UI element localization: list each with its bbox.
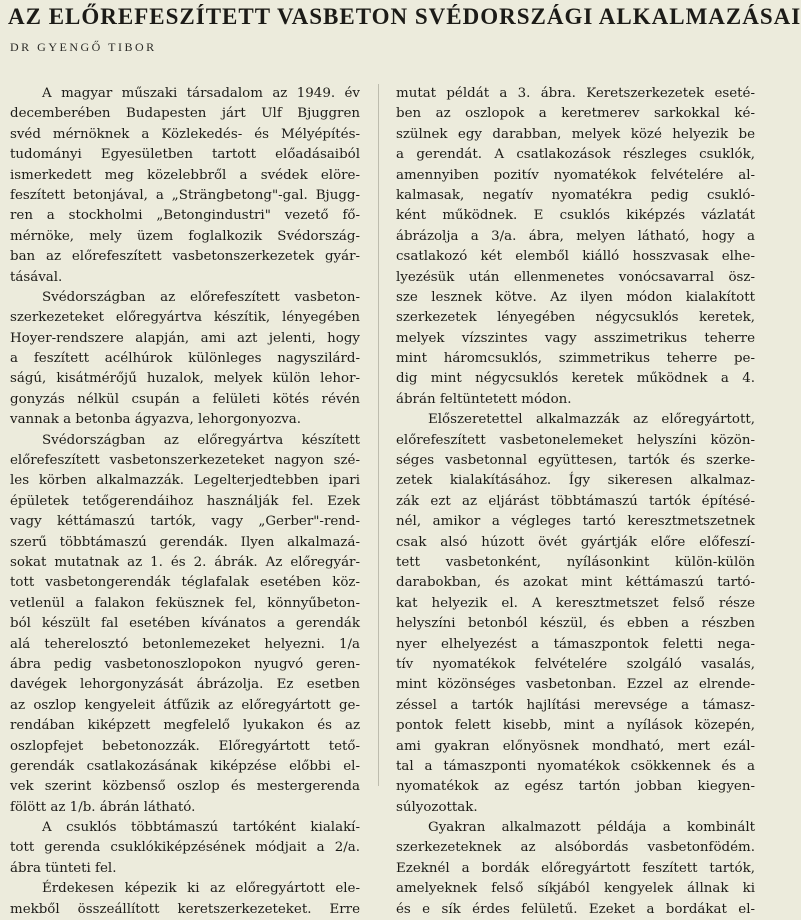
text-line: zéssel a tartók hajlítási merevsége a támasz- [396, 697, 755, 713]
text-line: szerkezeteket előregyártva készítik, lényegében [10, 310, 360, 326]
left-text-column [10, 84, 360, 917]
text-line: ábra tünteti fel. [10, 860, 117, 876]
text-line: súlyozottak. [396, 799, 478, 815]
text-line: ból készült fal esetében kívánatos a gerendák [10, 616, 360, 632]
text-line: előrefeszített vasbetonszerkezeteket nagyon szé- [10, 453, 360, 469]
text-line: előrefeszített vasbetonelemeket helyszíni közön- [396, 432, 755, 448]
text-line: gerendák csatlakozásának kiképzése előbbi el- [10, 758, 360, 774]
text-line: tett vasbetonként, nyílásonkint külön-külön [396, 554, 755, 570]
text-line: tott vasbetongerendák téglafalak esetében köz- [10, 575, 360, 591]
text-line: alá teherelosztó betonlemezeket helyezni. 1/a [10, 636, 360, 652]
text-line: mutat példát a 3. ábra. Keretszerkezetek eseté- [396, 86, 755, 101]
text-line: rendában kiképzett megfelelő lyukakon és az [10, 718, 360, 734]
text-line: nyomatékok az egész tartón jobban kiegyen- [396, 779, 755, 795]
text-line: a feszített acélhúrok különleges nagyszilárd- [10, 351, 360, 367]
text-line: melyek vízszintes vagy asszimetrikus teherre [396, 330, 755, 346]
text-line: gonyzás nélkül csupán a felületi kötés révén [10, 391, 360, 407]
author-byline: DR GYENGŐ TIBOR [10, 40, 157, 54]
text-line: szerkezeteknek az alsóbordás vasbetonfödém. [396, 840, 755, 856]
text-line: nyer elhelyezést a támaszpontok feletti nega- [396, 636, 755, 652]
text-line: amelyeknek felső síkjából kengyelek állnak ki [396, 881, 755, 897]
text-line: mérnöke, mely üzem foglalkozik Svédország- [10, 228, 360, 244]
text-line: épületek tetőgerendáihoz használják fel. Ezek [10, 493, 360, 509]
text-line: mint közönséges vasbetonban. Ezzel az elrende- [396, 677, 755, 693]
text-line: Gyakran alkalmazott példája a kombinált [428, 820, 755, 836]
text-line: feszített betonjával, a „Strängbetong"-gal. Bjugg- [10, 187, 360, 203]
text-line: ismerkedett meg közelebbről a svédek elöre- [10, 167, 360, 183]
text-line: ábra pedig vasbetonoszlopokon nyugvó geren- [10, 656, 360, 672]
text-line: tív nyomatékok felvételére szolgáló vasalás, [396, 656, 755, 672]
text-line: szülnek egy darabban, melyek közé helyezik be [396, 126, 755, 142]
text-line: amennyiben pozitív nyomatékok felvételére al- [396, 167, 755, 183]
text-line: ben az oszlopok a keretmerev sarkokkal ké- [396, 106, 755, 122]
text-line: helyszíni betonból készül, és ebben a részben [396, 616, 755, 632]
text-line: ábrán feltüntetett módon. [396, 391, 572, 407]
text-line: vannak a betonba ágyazva, lehorgonyozva. [10, 412, 302, 428]
text-line: vetlenül a falakon feküsznek fel, könnyűbeton- [10, 595, 360, 611]
text-line: tott gerenda csuklókiképzésének módjait a 2/a. [10, 840, 360, 856]
text-line: mint háromcsuklós, szimmetrikus teherre pe- [396, 351, 755, 367]
text-line: szerkezetek lényegében négycsuklós keretek, [396, 310, 755, 326]
text-line: nél, amikor a végleges tartó keresztmetszetnek [396, 514, 755, 530]
text-line: tudományi Egyesületben tartott előadásaiból [10, 147, 360, 163]
text-line: kalmasak, negatív nyomatékra pedig csukló- [396, 187, 755, 203]
text-line: ábrázolja a 3/a. ábra, melyen látható, hogy a [396, 228, 755, 244]
text-line: darabokban, és azokat mint kéttámaszú tartó- [396, 575, 755, 591]
text-line: ságú, kisátmérőjű huzalok, melyek külön lehor- [10, 371, 360, 387]
text-line: vagy kéttámaszú tartók, vagy „Gerber"-rend- [10, 514, 360, 530]
text-line: Svédországban az előrefeszített vasbeton- [42, 289, 360, 305]
text-line: A csuklós többtámaszú tartóként kialakí- [42, 820, 360, 836]
text-line: ren a stockholmi „Betongindustri" vezető fő- [10, 208, 360, 224]
text-line: Érdekesen képezik ki az előregyártott ele- [42, 881, 360, 897]
text-line: decemberében Budapesten járt Ulf Bjuggren [10, 106, 360, 122]
text-line: ként működnek. E csuklós kiképzés vázlatát [396, 208, 755, 224]
text-line: lyezésük után ellenmenetes vonócsavarral ösz- [396, 269, 755, 285]
text-line: séges vasbetonnal együttesen, tartók és szerke- [396, 453, 755, 469]
text-line: az oszlop kengyeleit átfűzik az előregyártott ge- [10, 697, 360, 713]
text-line: kat helyezik el. A keresztmetszet felső része [396, 595, 755, 611]
text-line: a gerendát. A csatlakozások részleges csuklók, [396, 147, 755, 163]
text-line: pontok felett kisebb, mint a nyílások közepén, [396, 718, 755, 734]
right-text-column [396, 84, 755, 917]
text-line: sze lesznek kötve. Az ilyen módon kialakított [396, 289, 755, 305]
column-divider [378, 84, 379, 786]
article-title: AZ ELŐREFESZÍTETT VASBETON SVÉDORSZÁGI ALKALMAZÁSAI [8, 4, 801, 29]
text-line: Előszeretettel alkalmazzák az előregyártott, [428, 412, 755, 428]
text-line: tásával. [10, 269, 63, 285]
text-line: A magyar műszaki társadalom az 1949. év [42, 86, 360, 101]
text-line: tal a támaszponti nyomatékok csökkennek és a [396, 758, 755, 774]
text-line: ami gyakran előnyösnek mondható, mert ezál- [396, 738, 755, 754]
text-line: svéd mérnöknek a Közlekedés- és Mélyépítés- [10, 126, 360, 142]
text-line: les körben alkalmazzák. Legelterjedtebben ipari [10, 473, 360, 489]
text-line: szerű többtámaszú gerendák. Ilyen alkalmazá- [10, 534, 360, 550]
text-line: davégek lehorgonyzását ábrázolja. Ez esetben [10, 677, 360, 693]
text-line: Ezeknél a bordák előregyártott feszített tartók, [396, 860, 755, 876]
text-line: és e sík érdes felületű. Ezeket a bordákat el- [396, 901, 755, 917]
text-line: oszlopfejet bebetonozzák. Előregyártott tető- [10, 738, 360, 754]
text-line: zák ezt az eljárást többtámaszú tartók építésé- [396, 493, 755, 509]
text-line: fölött az 1/b. ábrán látható. [10, 799, 196, 815]
text-line: Svédországban az előregyártva készített [42, 432, 360, 448]
text-line: vek szerint közbenső oszlop és mestergerenda [10, 779, 360, 795]
text-line: Hoyer-rendszere alapján, ami azt jelenti, hogy [10, 330, 360, 346]
text-line: ban az előrefeszített vasbetonszerkezetek gyár- [10, 249, 360, 265]
text-line: csatlakozó két elemből kiálló hosszvasak elhe- [396, 249, 755, 265]
text-line: csak alsó húzott övét gyártják előre előfeszí- [396, 534, 755, 550]
text-line: zetek kialakításához. Így sikeresen alkalmaz- [396, 473, 755, 489]
text-line: mekből összeállított keretszerkezeteket. Erre [10, 901, 360, 917]
text-line: sokat mutatnak az 1. és 2. ábrák. Az előregyár- [10, 554, 360, 570]
text-line: dig mint négycsuklós keretek működnek a 4. [396, 371, 755, 387]
